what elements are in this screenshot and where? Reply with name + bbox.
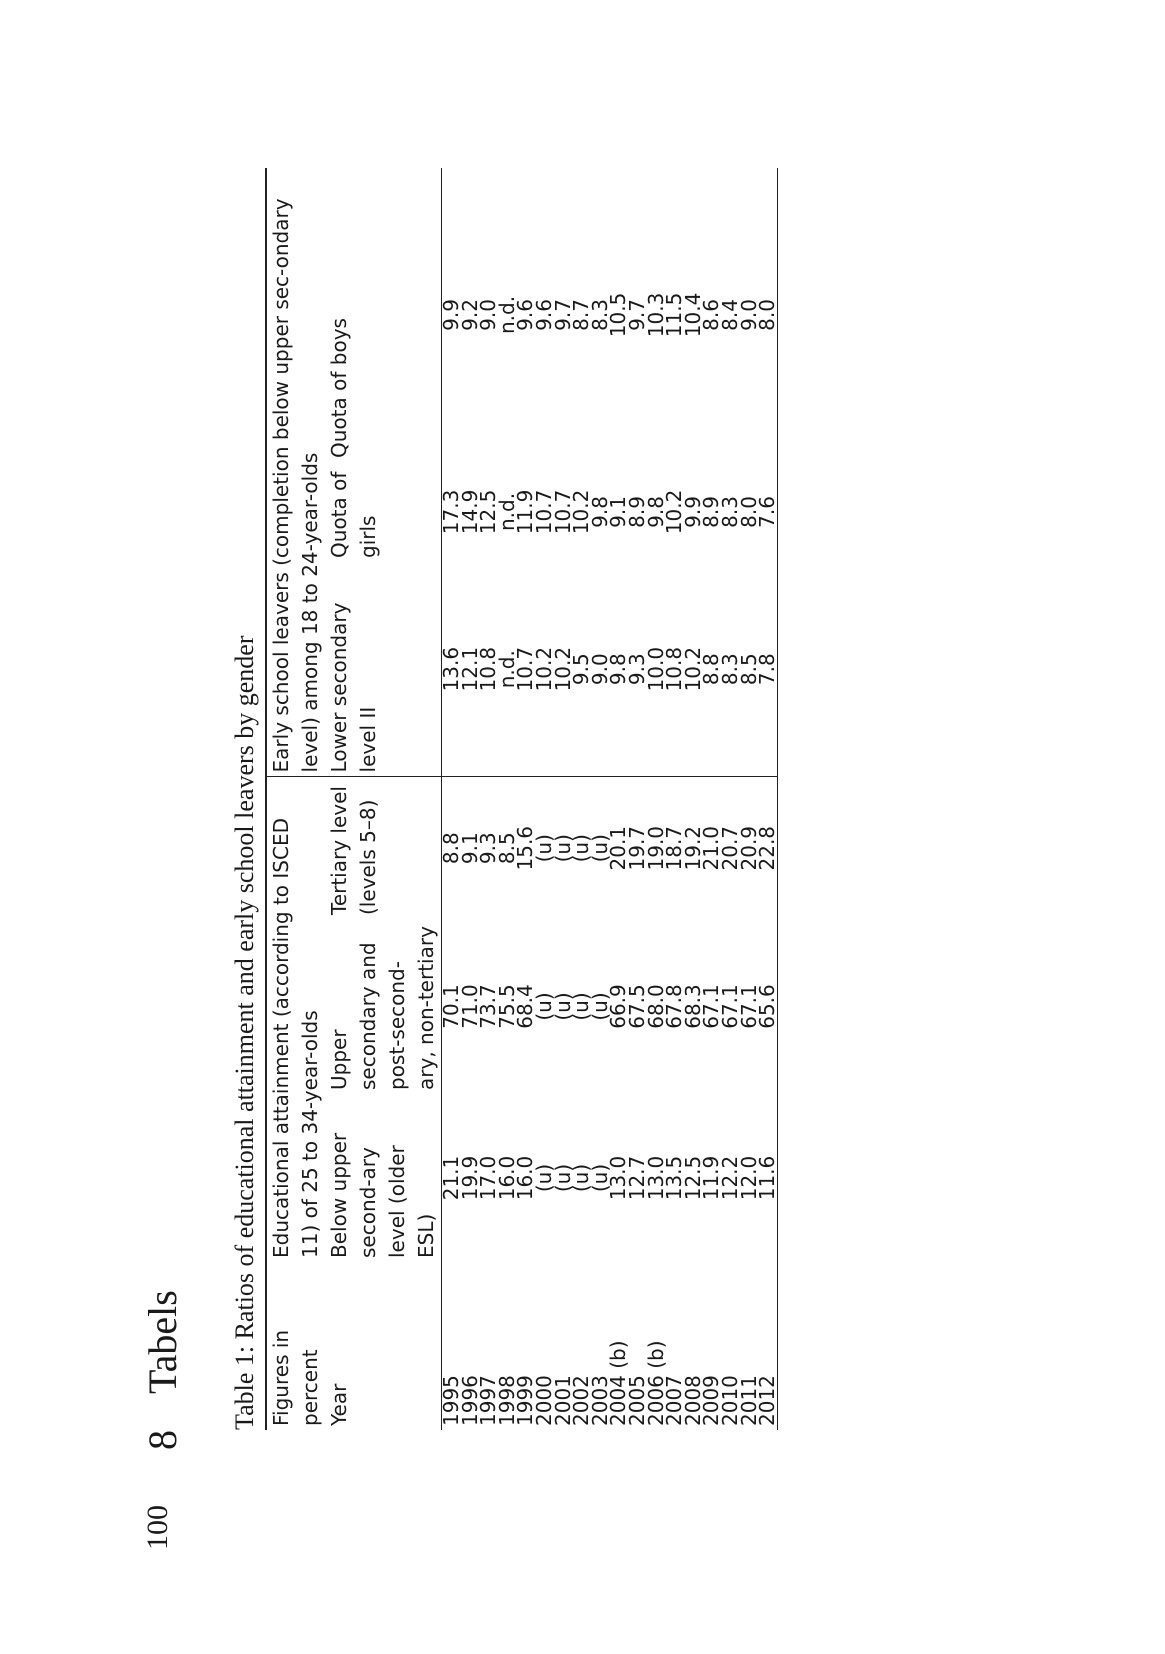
cell-tertiary: (u) — [587, 834, 612, 863]
cell-year: 1995 — [439, 1375, 463, 1426]
cell-tertiary: 20.9 — [736, 825, 761, 871]
table-row — [684, 168, 703, 1430]
table-row — [628, 168, 647, 1430]
cell-year: 2003 — [587, 1375, 612, 1426]
cell-boys: 9.9 — [439, 299, 463, 331]
cell-year: 2000 — [531, 1375, 556, 1426]
chapter-title: Tabels — [140, 1290, 185, 1394]
table-row — [535, 168, 554, 1430]
cell-boys: 10.5 — [606, 292, 631, 338]
cell-upper: (u) — [569, 992, 594, 1021]
cell-below: 17.0 — [476, 1155, 501, 1201]
cell-girls: 8.3 — [717, 496, 742, 528]
chapter-heading — [140, 1290, 186, 1450]
cell-tertiary: 19.7 — [624, 825, 649, 871]
cell-girls: 10.2 — [569, 489, 594, 535]
cell-girls: 7.6 — [758, 462, 777, 562]
cell-girls: 9.8 — [643, 496, 668, 528]
cell-upper: 68.3 — [680, 984, 705, 1029]
cell-below: 11.6 — [758, 1094, 777, 1262]
cell-boys: 8.3 — [587, 299, 612, 331]
cell-girls: 8.0 — [736, 496, 761, 528]
cell-upper: 67.8 — [662, 984, 687, 1029]
cell-lower: 8.3 — [721, 562, 740, 777]
cell-below: 12.5 — [680, 1155, 705, 1201]
cell-boys: 9.0 — [476, 299, 501, 331]
cell-tertiary: 19.2 — [680, 825, 705, 871]
cell-year: 1998 — [494, 1375, 519, 1426]
cell-upper: 68.0 — [643, 984, 668, 1029]
cell-upper: 67.1 — [717, 984, 742, 1029]
cell-upper: 70.1 — [439, 984, 463, 1029]
cell-below: (u) — [587, 1163, 612, 1193]
cell-below: 12.7 — [624, 1155, 649, 1201]
page-number: 100 — [141, 1505, 174, 1550]
cell-girls: 11.9 — [513, 489, 538, 535]
cell-lower: 10.0 — [647, 562, 666, 777]
cell-year: 2005 — [624, 1375, 649, 1426]
cell-boys: 10.3 — [643, 292, 668, 338]
cell-year: 2007 — [662, 1375, 687, 1426]
cell-lower: 10.2 — [535, 562, 554, 777]
cell-upper: 67.1 — [699, 984, 724, 1029]
table-row — [554, 168, 573, 1430]
cell-upper: 71.0 — [457, 984, 482, 1029]
cell-lower: 13.6 — [442, 562, 461, 777]
cell-girls: 9.9 — [680, 496, 705, 528]
cell-below: (u) — [569, 1163, 594, 1193]
cell-upper: 67.5 — [624, 984, 649, 1029]
cell-year: 2004 (b) — [606, 1340, 631, 1426]
cell-boys: 9.6 — [531, 299, 556, 331]
cell-below: 12.2 — [717, 1155, 742, 1201]
cell-upper: (u) — [550, 992, 575, 1021]
lower-secondary-column-header: Lower secondary level II — [325, 562, 442, 777]
figures-in-percent-header: Figures in percent — [266, 1262, 325, 1430]
cell-below: 19.9 — [457, 1155, 482, 1201]
table-body — [439, 168, 780, 1430]
cell-lower: 10.7 — [516, 562, 535, 777]
cell-lower: 10.2 — [554, 562, 573, 777]
cell-year: 1996 — [457, 1375, 482, 1426]
cell-below: 13.0 — [606, 1155, 631, 1201]
cell-boys: 9.6 — [513, 299, 538, 331]
cell-tertiary: (u) — [569, 834, 594, 863]
cell-year: 2002 — [569, 1375, 594, 1426]
attainment-table — [265, 168, 778, 1430]
cell-girls: 14.9 — [457, 489, 482, 535]
cell-lower: 9.8 — [609, 562, 628, 777]
cell-boys: 9.7 — [550, 299, 575, 331]
table-caption: Table 1: Ratios of educational attainment and early school leavers by gender — [230, 635, 259, 1430]
cell-lower: 10.8 — [479, 562, 498, 777]
table-row — [572, 168, 591, 1430]
cell-year: 2006 (b) — [643, 1340, 668, 1426]
cell-below: 16.0 — [513, 1155, 538, 1201]
cell-year: 2012 — [758, 1262, 777, 1430]
cell-tertiary: 18.7 — [662, 825, 687, 871]
table-group-header-row — [266, 168, 325, 1430]
cell-year: 2008 — [680, 1375, 705, 1426]
table-row — [740, 168, 759, 1430]
upper-secondary-column-header: Upper secondary and post-second-ary, non-tertiary — [325, 919, 442, 1094]
cell-tertiary: (u) — [531, 834, 556, 863]
cell-boys: 8.0 — [758, 168, 777, 462]
table-column-header-row — [325, 168, 442, 1430]
table-row — [461, 168, 480, 1430]
cell-boys: n.d. — [494, 295, 519, 335]
cell-tertiary: 21.0 — [699, 825, 724, 871]
table-row — [647, 168, 666, 1430]
cell-below: (u) — [531, 1163, 556, 1193]
cell-girls: 9.8 — [587, 496, 612, 528]
cell-boys: 9.2 — [457, 299, 482, 331]
cell-upper: 66.9 — [606, 984, 631, 1029]
cell-lower: 9.5 — [572, 562, 591, 777]
cell-year: 2011 — [736, 1375, 761, 1426]
cell-below: 13.5 — [662, 1155, 687, 1201]
table-row — [498, 168, 517, 1430]
cell-boys: 9.0 — [736, 299, 761, 331]
cell-upper: 73.7 — [476, 984, 501, 1029]
girls-column-header: Quota of girls — [325, 462, 442, 562]
below-upper-column-header: Below upper second-ary level (older ESL) — [325, 1094, 442, 1262]
table-row — [609, 168, 628, 1430]
cell-upper: (u) — [587, 992, 612, 1021]
cell-girls: 12.5 — [476, 489, 501, 535]
table-row — [702, 168, 721, 1430]
cell-upper: (u) — [531, 992, 556, 1021]
cell-tertiary: 8.8 — [439, 832, 463, 865]
cell-tertiary: 8.5 — [494, 832, 519, 865]
cell-lower: 12.1 — [461, 562, 480, 777]
early-school-leavers-header: Early school leavers (completion below upper sec-ondary level) among 18 to 24-year-olds — [266, 168, 325, 777]
cell-lower: 9.0 — [591, 562, 610, 777]
table-row — [479, 168, 498, 1430]
educational-attainment-header: Educational attainment (according to ISCED 11) of 25 to 34-year-olds — [266, 777, 325, 1262]
cell-upper: 68.4 — [513, 984, 538, 1029]
cell-lower: 9.3 — [628, 562, 647, 777]
cell-below: 12.0 — [736, 1155, 761, 1201]
cell-below: 13.0 — [643, 1155, 668, 1201]
cell-upper: 75.5 — [494, 984, 519, 1029]
table-row — [665, 168, 684, 1430]
cell-lower: 8.5 — [740, 562, 759, 777]
cell-girls: 8.9 — [624, 496, 649, 528]
cell-boys: 11.5 — [662, 292, 687, 338]
cell-girls: 8.9 — [699, 496, 724, 528]
cell-tertiary: 9.3 — [476, 832, 501, 865]
cell-tertiary: 20.1 — [606, 825, 631, 871]
cell-upper: 67.1 — [736, 984, 761, 1029]
table-row — [721, 168, 740, 1430]
cell-tertiary: (u) — [550, 834, 575, 863]
cell-boys: 10.4 — [680, 292, 705, 338]
cell-below: 16.0 — [494, 1155, 519, 1201]
cell-tertiary: 22.8 — [758, 777, 777, 919]
cell-below: 11.9 — [699, 1155, 724, 1201]
cell-year: 1997 — [476, 1375, 501, 1426]
cell-girls: 10.7 — [550, 489, 575, 535]
cell-tertiary: 20.7 — [717, 825, 742, 871]
chapter-number: 8 — [140, 1430, 185, 1450]
cell-lower: 10.2 — [684, 562, 703, 777]
cell-lower: n.d. — [498, 562, 517, 777]
table-row — [516, 168, 535, 1430]
cell-girls: 17.3 — [439, 489, 463, 535]
cell-year: 2009 — [699, 1375, 724, 1426]
cell-below: (u) — [550, 1163, 575, 1193]
cell-below: 21.1 — [439, 1155, 463, 1201]
rotated-page-content — [140, 150, 1020, 1550]
cell-upper: 65.6 — [758, 919, 777, 1094]
cell-year: 2001 — [550, 1375, 575, 1426]
cell-girls: 10.7 — [531, 489, 556, 535]
year-column-header: Year — [325, 1262, 442, 1430]
cell-boys: 8.4 — [717, 299, 742, 331]
table-row — [442, 168, 461, 1430]
tertiary-column-header: Tertiary level (levels 5–8) — [325, 777, 442, 919]
cell-year: 2010 — [717, 1375, 742, 1426]
cell-lower: 7.8 — [758, 562, 777, 777]
cell-boys: 8.7 — [569, 299, 594, 331]
cell-tertiary: 19.0 — [643, 825, 668, 871]
boys-column-header: Quota of boys — [325, 168, 442, 462]
cell-girls: n.d. — [494, 492, 519, 532]
cell-boys: 9.7 — [624, 299, 649, 331]
cell-tertiary: 15.6 — [513, 825, 538, 871]
table-row — [591, 168, 610, 1430]
cell-girls: 10.2 — [662, 489, 687, 535]
cell-tertiary: 9.1 — [457, 832, 482, 865]
cell-year: 1999 — [513, 1375, 538, 1426]
cell-lower: 8.8 — [702, 562, 721, 777]
cell-girls: 9.1 — [606, 496, 631, 528]
cell-lower: 10.8 — [665, 562, 684, 777]
cell-boys: 8.6 — [699, 299, 724, 331]
table-row — [758, 168, 777, 1430]
